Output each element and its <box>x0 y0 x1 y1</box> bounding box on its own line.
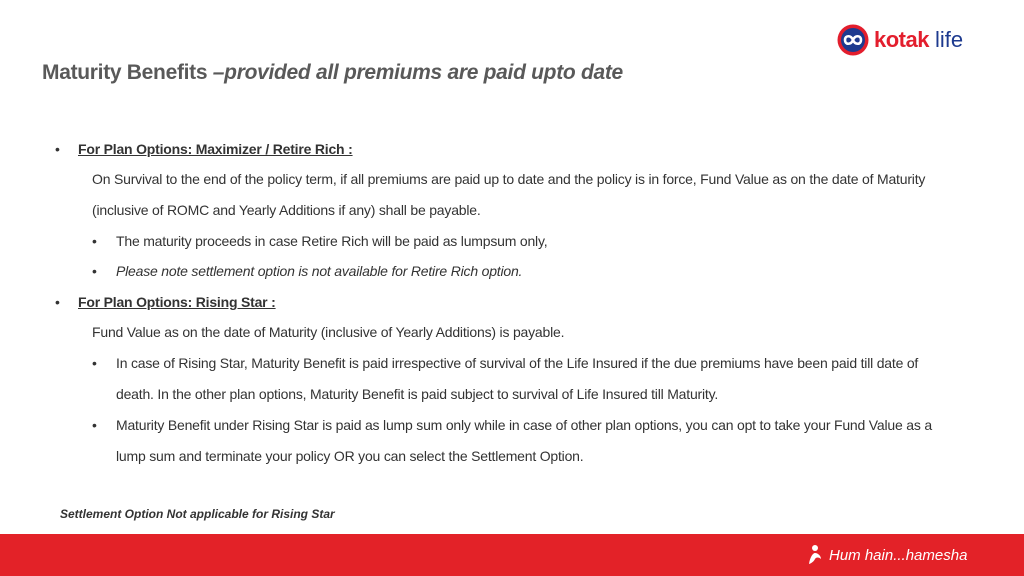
bullet-marker: • <box>55 294 60 310</box>
bullet-marker: • <box>92 355 97 371</box>
brand-logo <box>836 24 963 56</box>
bullet-marker: • <box>55 141 60 157</box>
brand-suffix: life <box>934 27 964 52</box>
page-title <box>42 61 623 85</box>
bullet-marker: • <box>92 263 97 279</box>
sub-item-text: death. In the other plan options, Maturity Benefit is paid subject to survival of Life Insured till Maturity. <box>116 386 719 402</box>
tagline-text: Hum hain...hamesha <box>829 546 968 564</box>
kotak-logo-icon <box>836 24 870 56</box>
footer-bar <box>0 534 1024 576</box>
paragraph-line: Fund Value as on the date of Maturity (inclusive of Yearly Additions) is payable. <box>92 324 565 340</box>
section-heading-rising-star: For Plan Options: Rising Star : <box>78 294 276 310</box>
paragraph-line: On Survival to the end of the policy term, if all premiums are paid up to date and the policy is in force, Fund Value as on the date of Maturity <box>92 171 926 187</box>
section-heading-maximizer: For Plan Options: Maximizer / Retire Rich : <box>78 141 353 157</box>
title-main: Maturity Benefits <box>42 61 213 84</box>
brand-name: kotak <box>874 27 929 52</box>
footnote: Settlement Option Not applicable for Rising Star <box>60 507 335 521</box>
bullet-marker: • <box>92 417 97 433</box>
title-emphasis: –provided all premiums are paid upto date <box>212 61 623 84</box>
sub-item-text: lump sum and terminate your policy OR you can select the Settlement Option. <box>116 448 584 464</box>
bullet-marker: • <box>92 233 97 249</box>
sub-item-text: Please note settlement option is not available for Retire Rich option. <box>116 263 523 279</box>
figure-icon <box>806 544 824 566</box>
footer-tagline <box>806 544 967 566</box>
paragraph-line: (inclusive of ROMC and Yearly Additions if any) shall be payable. <box>92 202 481 218</box>
sub-item-text: The maturity proceeds in case Retire Rich will be paid as lumpsum only, <box>116 233 548 249</box>
sub-item-text: In case of Rising Star, Maturity Benefit is paid irrespective of survival of the Life Insured if the due premiums have been paid till date of <box>116 355 919 371</box>
sub-item-text: Maturity Benefit under Rising Star is paid as lump sum only while in case of other plan options, you can opt to take your Fund Value as a <box>116 417 932 433</box>
